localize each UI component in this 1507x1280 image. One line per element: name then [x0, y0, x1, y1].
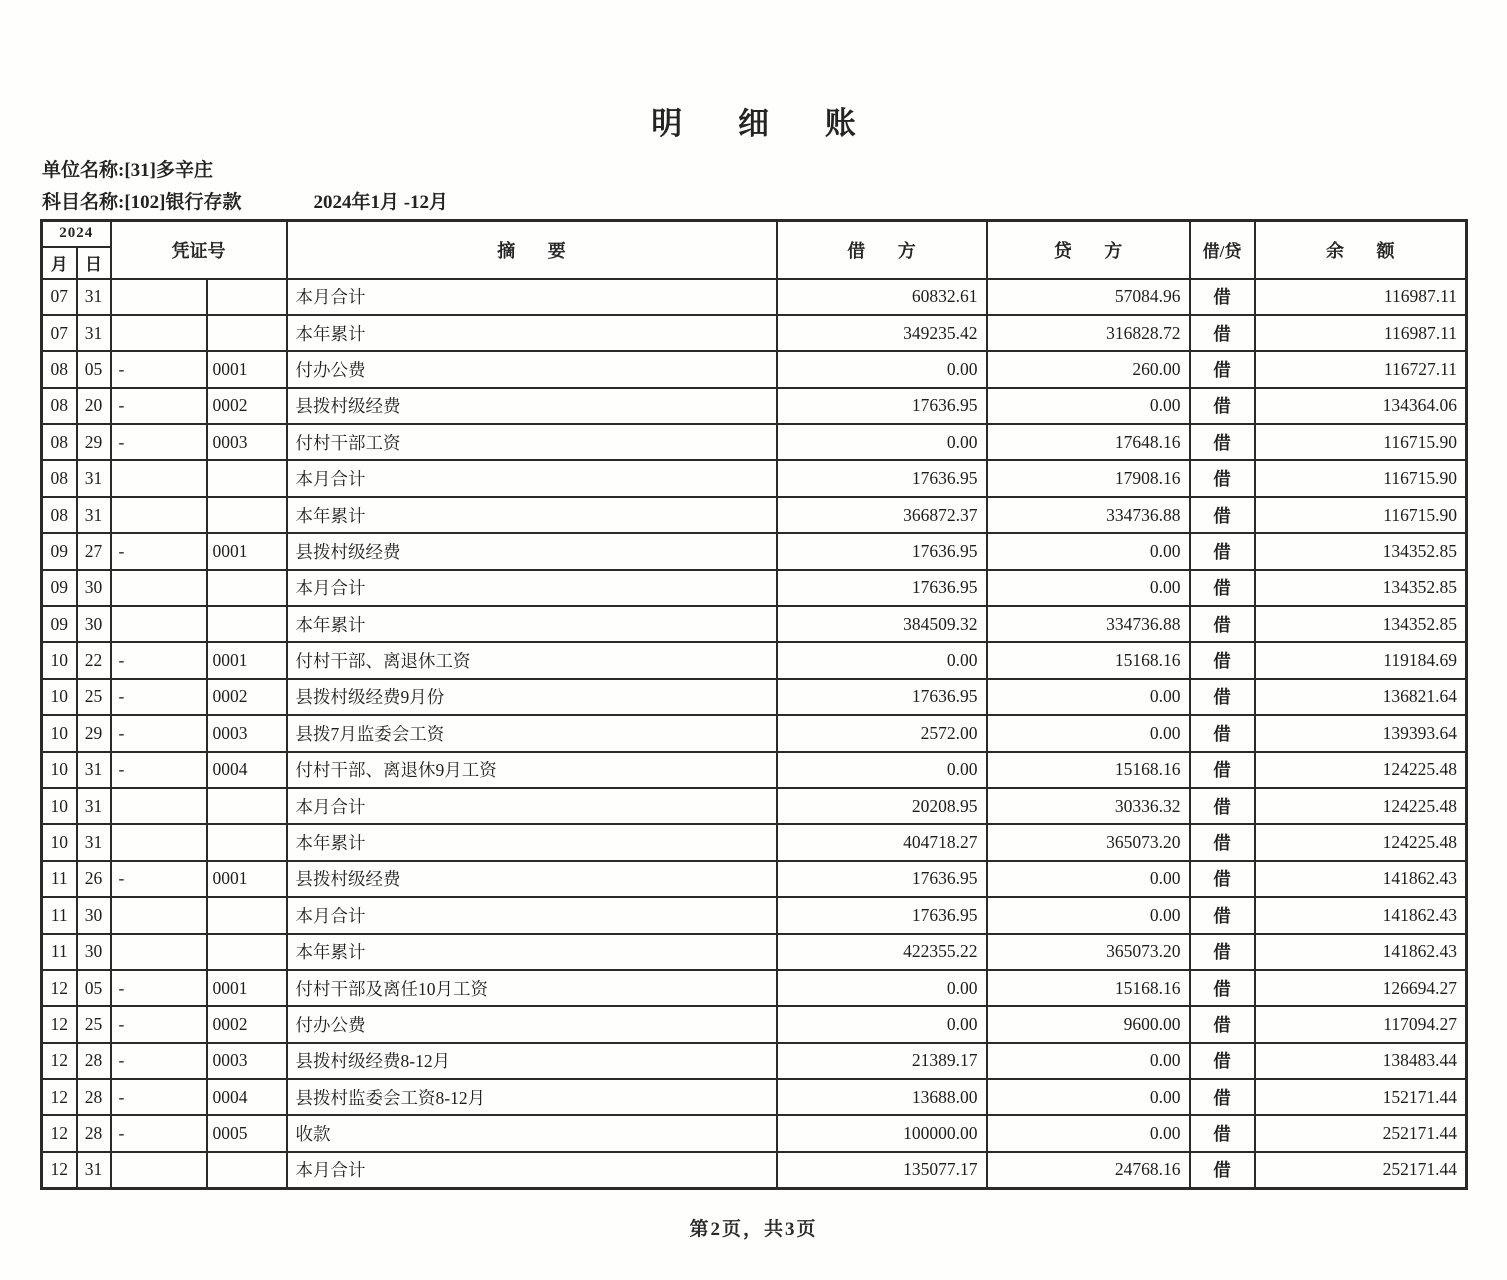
- cell-debit: 17636.95: [777, 388, 987, 424]
- cell-balance: 126694.27: [1255, 970, 1467, 1006]
- cell-month: 11: [42, 861, 77, 897]
- cell-balance: 124225.48: [1255, 824, 1467, 860]
- cell-day: 28: [77, 1043, 111, 1079]
- cell-balance: 116715.90: [1255, 424, 1467, 460]
- cell-month: 10: [42, 788, 77, 824]
- cell-voucher-prefix: -: [111, 1115, 207, 1151]
- cell-day: 05: [77, 351, 111, 387]
- cell-debit: 17636.95: [777, 897, 987, 933]
- table-body: [42, 279, 1467, 1189]
- cell-month: 12: [42, 1115, 77, 1151]
- cell-debit: 0.00: [777, 424, 987, 460]
- cell-credit: 334736.88: [987, 497, 1190, 533]
- cell-voucher-no: 0005: [207, 1115, 287, 1151]
- cell-voucher-prefix: -: [111, 861, 207, 897]
- cell-credit: 0.00: [987, 679, 1190, 715]
- cell-voucher-prefix: [111, 897, 207, 933]
- cell-debit: 404718.27: [777, 824, 987, 860]
- cell-day: 29: [77, 715, 111, 751]
- cell-debit: 17636.95: [777, 861, 987, 897]
- cell-month: 11: [42, 934, 77, 970]
- cell-credit: 365073.20: [987, 934, 1190, 970]
- ledger-row: [42, 752, 1467, 788]
- cell-day: 26: [77, 861, 111, 897]
- table-header: [42, 221, 1467, 279]
- cell-summary: 本年累计: [287, 934, 777, 970]
- cell-credit: 57084.96: [987, 279, 1190, 315]
- cell-voucher-no: [207, 497, 287, 533]
- cell-voucher-no: 0002: [207, 679, 287, 715]
- cell-debit-credit-flag: 借: [1190, 715, 1255, 751]
- ledger-row: [42, 1006, 1467, 1042]
- cell-debit-credit-flag: 借: [1190, 1079, 1255, 1115]
- cell-voucher-prefix: -: [111, 1079, 207, 1115]
- cell-voucher-no: [207, 570, 287, 606]
- cell-debit-credit-flag: 借: [1190, 279, 1255, 315]
- cell-voucher-prefix: [111, 788, 207, 824]
- cell-voucher-prefix: -: [111, 642, 207, 678]
- cell-day: 31: [77, 788, 111, 824]
- cell-credit: 17648.16: [987, 424, 1190, 460]
- cell-voucher-no: 0001: [207, 970, 287, 1006]
- cell-month: 08: [42, 460, 77, 496]
- cell-balance: 141862.43: [1255, 861, 1467, 897]
- ledger-row: [42, 970, 1467, 1006]
- cell-voucher-prefix: [111, 570, 207, 606]
- subject-name: 科目名称:[102]银行存款: [42, 192, 242, 213]
- cell-month: 12: [42, 1043, 77, 1079]
- ledger-table: [40, 219, 1468, 1190]
- cell-balance: 117094.27: [1255, 1006, 1467, 1042]
- cell-day: 05: [77, 970, 111, 1006]
- cell-day: 31: [77, 315, 111, 351]
- cell-balance: 252171.44: [1255, 1115, 1467, 1151]
- cell-debit-credit-flag: 借: [1190, 533, 1255, 569]
- cell-day: 28: [77, 1115, 111, 1151]
- cell-balance: 152171.44: [1255, 1079, 1467, 1115]
- cell-balance: 134352.85: [1255, 533, 1467, 569]
- cell-balance: 138483.44: [1255, 1043, 1467, 1079]
- cell-balance: 134352.85: [1255, 606, 1467, 642]
- cell-month: 09: [42, 570, 77, 606]
- cell-day: 22: [77, 642, 111, 678]
- cell-day: 28: [77, 1079, 111, 1115]
- period-range: 2024年1月 -12月: [313, 192, 449, 213]
- cell-voucher-prefix: -: [111, 679, 207, 715]
- cell-summary: 县拨村级经费: [287, 388, 777, 424]
- cell-voucher-prefix: [111, 279, 207, 315]
- cell-credit: 15168.16: [987, 752, 1190, 788]
- cell-credit: 24768.16: [987, 1152, 1190, 1188]
- cell-debit-credit-flag: 借: [1190, 497, 1255, 533]
- cell-credit: 15168.16: [987, 642, 1190, 678]
- cell-debit-credit-flag: 借: [1190, 642, 1255, 678]
- cell-credit: 0.00: [987, 897, 1190, 933]
- ledger-row: [42, 1043, 1467, 1079]
- cell-day: 29: [77, 424, 111, 460]
- cell-debit: 0.00: [777, 970, 987, 1006]
- cell-voucher-prefix: -: [111, 715, 207, 751]
- cell-voucher-prefix: [111, 934, 207, 970]
- cell-month: 08: [42, 497, 77, 533]
- cell-balance: 252171.44: [1255, 1152, 1467, 1188]
- ledger-row: [42, 824, 1467, 860]
- cell-voucher-no: [207, 1152, 287, 1188]
- cell-credit: 334736.88: [987, 606, 1190, 642]
- cell-day: 30: [77, 934, 111, 970]
- cell-day: 30: [77, 606, 111, 642]
- cell-voucher-no: 0003: [207, 715, 287, 751]
- ledger-row: [42, 315, 1467, 351]
- cell-month: 12: [42, 1006, 77, 1042]
- cell-month: 08: [42, 424, 77, 460]
- cell-balance: 116987.11: [1255, 279, 1467, 315]
- cell-voucher-no: [207, 788, 287, 824]
- voucher-no-header: 凭证号: [111, 221, 287, 279]
- cell-balance: 134364.06: [1255, 388, 1467, 424]
- cell-balance: 116715.90: [1255, 460, 1467, 496]
- cell-balance: 116727.11: [1255, 351, 1467, 387]
- cell-debit: 21389.17: [777, 1043, 987, 1079]
- cell-debit: 60832.61: [777, 279, 987, 315]
- cell-balance: 116987.11: [1255, 315, 1467, 351]
- cell-credit: 0.00: [987, 533, 1190, 569]
- cell-voucher-no: [207, 460, 287, 496]
- cell-voucher-prefix: -: [111, 1043, 207, 1079]
- ledger-row: [42, 1152, 1467, 1188]
- cell-month: 12: [42, 1079, 77, 1115]
- cell-credit: 0.00: [987, 715, 1190, 751]
- cell-debit-credit-flag: 借: [1190, 788, 1255, 824]
- cell-voucher-no: 0001: [207, 861, 287, 897]
- cell-debit: 17636.95: [777, 679, 987, 715]
- unit-name: 单位名称:[31]多辛庄: [42, 160, 213, 181]
- dc-header: 借/贷: [1190, 221, 1255, 279]
- cell-debit: 0.00: [777, 642, 987, 678]
- cell-debit-credit-flag: 借: [1190, 570, 1255, 606]
- ledger-row: [42, 679, 1467, 715]
- cell-month: 12: [42, 1152, 77, 1188]
- cell-voucher-prefix: [111, 606, 207, 642]
- ledger-row: [42, 715, 1467, 751]
- ledger-row: [42, 1079, 1467, 1115]
- year-header: 2024: [42, 221, 111, 247]
- cell-voucher-no: [207, 897, 287, 933]
- cell-month: 10: [42, 824, 77, 860]
- cell-debit: 422355.22: [777, 934, 987, 970]
- cell-voucher-no: 0004: [207, 1079, 287, 1115]
- ledger-row: [42, 606, 1467, 642]
- cell-credit: 0.00: [987, 1043, 1190, 1079]
- cell-voucher-no: 0002: [207, 388, 287, 424]
- cell-summary: 本年累计: [287, 497, 777, 533]
- cell-credit: 0.00: [987, 388, 1190, 424]
- ledger-row: [42, 570, 1467, 606]
- cell-day: 30: [77, 897, 111, 933]
- day-header: 日: [77, 247, 111, 279]
- month-header: 月: [42, 247, 77, 279]
- cell-credit: 0.00: [987, 1115, 1190, 1151]
- cell-voucher-no: [207, 315, 287, 351]
- cell-summary: 付村干部及离任10月工资: [287, 970, 777, 1006]
- cell-voucher-no: 0001: [207, 351, 287, 387]
- cell-summary: 收款: [287, 1115, 777, 1151]
- cell-month: 10: [42, 752, 77, 788]
- cell-voucher-prefix: -: [111, 970, 207, 1006]
- cell-month: 07: [42, 315, 77, 351]
- cell-debit: 2572.00: [777, 715, 987, 751]
- cell-balance: 134352.85: [1255, 570, 1467, 606]
- cell-voucher-prefix: [111, 1152, 207, 1188]
- cell-summary: 本月合计: [287, 279, 777, 315]
- ledger-row: [42, 351, 1467, 387]
- cell-summary: 县拨村级经费: [287, 861, 777, 897]
- ledger-row: [42, 497, 1467, 533]
- cell-debit-credit-flag: 借: [1190, 934, 1255, 970]
- cell-summary: 县拨村级经费8-12月: [287, 1043, 777, 1079]
- cell-debit-credit-flag: 借: [1190, 679, 1255, 715]
- page-title: 明 细 账: [651, 106, 880, 141]
- cell-summary: 付办公费: [287, 1006, 777, 1042]
- ledger-row: [42, 1115, 1467, 1151]
- cell-balance: 119184.69: [1255, 642, 1467, 678]
- cell-voucher-no: 0004: [207, 752, 287, 788]
- ledger-row: [42, 460, 1467, 496]
- cell-voucher-no: 0001: [207, 533, 287, 569]
- cell-summary: 县拨7月监委会工资: [287, 715, 777, 751]
- cell-month: 10: [42, 642, 77, 678]
- cell-debit: 0.00: [777, 351, 987, 387]
- cell-credit: 316828.72: [987, 315, 1190, 351]
- cell-debit-credit-flag: 借: [1190, 388, 1255, 424]
- cell-debit: 17636.95: [777, 460, 987, 496]
- cell-balance: 136821.64: [1255, 679, 1467, 715]
- cell-day: 31: [77, 752, 111, 788]
- cell-debit-credit-flag: 借: [1190, 897, 1255, 933]
- cell-voucher-prefix: -: [111, 533, 207, 569]
- cell-month: 09: [42, 606, 77, 642]
- cell-day: 31: [77, 824, 111, 860]
- cell-balance: 139393.64: [1255, 715, 1467, 751]
- cell-balance: 116715.90: [1255, 497, 1467, 533]
- cell-debit-credit-flag: 借: [1190, 351, 1255, 387]
- cell-summary: 本月合计: [287, 897, 777, 933]
- cell-voucher-no: 0003: [207, 1043, 287, 1079]
- cell-month: 10: [42, 679, 77, 715]
- cell-summary: 本年累计: [287, 606, 777, 642]
- cell-day: 31: [77, 460, 111, 496]
- cell-day: 31: [77, 497, 111, 533]
- cell-summary: 本月合计: [287, 460, 777, 496]
- cell-summary: 县拨村监委会工资8-12月: [287, 1079, 777, 1115]
- ledger-row: [42, 533, 1467, 569]
- ledger-row: [42, 861, 1467, 897]
- cell-day: 25: [77, 679, 111, 715]
- cell-month: 11: [42, 897, 77, 933]
- cell-debit-credit-flag: 借: [1190, 460, 1255, 496]
- cell-summary: 付村干部、离退休工资: [287, 642, 777, 678]
- cell-voucher-no: [207, 824, 287, 860]
- cell-voucher-no: 0003: [207, 424, 287, 460]
- cell-debit: 135077.17: [777, 1152, 987, 1188]
- cell-month: 07: [42, 279, 77, 315]
- cell-credit: 260.00: [987, 351, 1190, 387]
- cell-voucher-no: [207, 606, 287, 642]
- ledger-row: [42, 642, 1467, 678]
- balance-header: 余 额: [1255, 221, 1467, 279]
- summary-header: 摘 要: [287, 221, 777, 279]
- cell-voucher-prefix: -: [111, 752, 207, 788]
- cell-debit: 17636.95: [777, 533, 987, 569]
- cell-credit: 0.00: [987, 1079, 1190, 1115]
- subject-line: [42, 187, 1507, 214]
- cell-balance: 124225.48: [1255, 788, 1467, 824]
- cell-voucher-prefix: [111, 460, 207, 496]
- cell-credit: 9600.00: [987, 1006, 1190, 1042]
- cell-summary: 本月合计: [287, 570, 777, 606]
- cell-summary: 本年累计: [287, 315, 777, 351]
- credit-header: 贷 方: [987, 221, 1190, 279]
- cell-debit-credit-flag: 借: [1190, 752, 1255, 788]
- cell-voucher-no: 0001: [207, 642, 287, 678]
- cell-debit-credit-flag: 借: [1190, 970, 1255, 1006]
- cell-debit-credit-flag: 借: [1190, 824, 1255, 860]
- cell-voucher-prefix: -: [111, 424, 207, 460]
- cell-credit: 30336.32: [987, 788, 1190, 824]
- ledger-row: [42, 388, 1467, 424]
- cell-debit-credit-flag: 借: [1190, 861, 1255, 897]
- cell-debit: 13688.00: [777, 1079, 987, 1115]
- cell-debit: 17636.95: [777, 570, 987, 606]
- cell-voucher-prefix: -: [111, 1006, 207, 1042]
- cell-debit-credit-flag: 借: [1190, 1152, 1255, 1188]
- cell-day: 20: [77, 388, 111, 424]
- cell-debit: 100000.00: [777, 1115, 987, 1151]
- cell-voucher-no: 0002: [207, 1006, 287, 1042]
- cell-credit: 365073.20: [987, 824, 1190, 860]
- cell-voucher-no: [207, 279, 287, 315]
- cell-debit-credit-flag: 借: [1190, 1043, 1255, 1079]
- cell-balance: 141862.43: [1255, 897, 1467, 933]
- cell-day: 31: [77, 279, 111, 315]
- cell-voucher-no: [207, 934, 287, 970]
- cell-month: 12: [42, 970, 77, 1006]
- ledger-row: [42, 897, 1467, 933]
- cell-debit-credit-flag: 借: [1190, 1115, 1255, 1151]
- cell-voucher-prefix: [111, 497, 207, 533]
- cell-summary: 付办公费: [287, 351, 777, 387]
- cell-debit: 349235.42: [777, 315, 987, 351]
- cell-debit: 366872.37: [777, 497, 987, 533]
- cell-debit: 384509.32: [777, 606, 987, 642]
- cell-debit: 0.00: [777, 1006, 987, 1042]
- ledger-row: [42, 279, 1467, 315]
- cell-voucher-prefix: -: [111, 351, 207, 387]
- cell-credit: 15168.16: [987, 970, 1190, 1006]
- cell-month: 10: [42, 715, 77, 751]
- cell-debit-credit-flag: 借: [1190, 606, 1255, 642]
- cell-summary: 本年累计: [287, 824, 777, 860]
- cell-debit-credit-flag: 借: [1190, 315, 1255, 351]
- cell-day: 27: [77, 533, 111, 569]
- cell-summary: 付村干部工资: [287, 424, 777, 460]
- page-indicator: 第2页，共3页: [689, 1218, 818, 1240]
- cell-credit: 0.00: [987, 861, 1190, 897]
- cell-summary: 县拨村级经费: [287, 533, 777, 569]
- meta-block: [42, 155, 1507, 214]
- cell-voucher-prefix: [111, 315, 207, 351]
- cell-summary: 本月合计: [287, 788, 777, 824]
- cell-debit: 20208.95: [777, 788, 987, 824]
- cell-voucher-prefix: -: [111, 388, 207, 424]
- ledger-row: [42, 934, 1467, 970]
- cell-debit-credit-flag: 借: [1190, 424, 1255, 460]
- cell-day: 31: [77, 1152, 111, 1188]
- ledger-row: [42, 424, 1467, 460]
- cell-month: 08: [42, 351, 77, 387]
- cell-debit: 0.00: [777, 752, 987, 788]
- cell-credit: 0.00: [987, 570, 1190, 606]
- cell-credit: 17908.16: [987, 460, 1190, 496]
- debit-header: 借 方: [777, 221, 987, 279]
- cell-balance: 141862.43: [1255, 934, 1467, 970]
- cell-summary: 县拨村级经费9月份: [287, 679, 777, 715]
- cell-voucher-prefix: [111, 824, 207, 860]
- cell-month: 08: [42, 388, 77, 424]
- cell-day: 25: [77, 1006, 111, 1042]
- cell-summary: 本月合计: [287, 1152, 777, 1188]
- ledger-row: [42, 788, 1467, 824]
- cell-month: 09: [42, 533, 77, 569]
- cell-debit-credit-flag: 借: [1190, 1006, 1255, 1042]
- cell-balance: 124225.48: [1255, 752, 1467, 788]
- cell-summary: 付村干部、离退休9月工资: [287, 752, 777, 788]
- cell-day: 30: [77, 570, 111, 606]
